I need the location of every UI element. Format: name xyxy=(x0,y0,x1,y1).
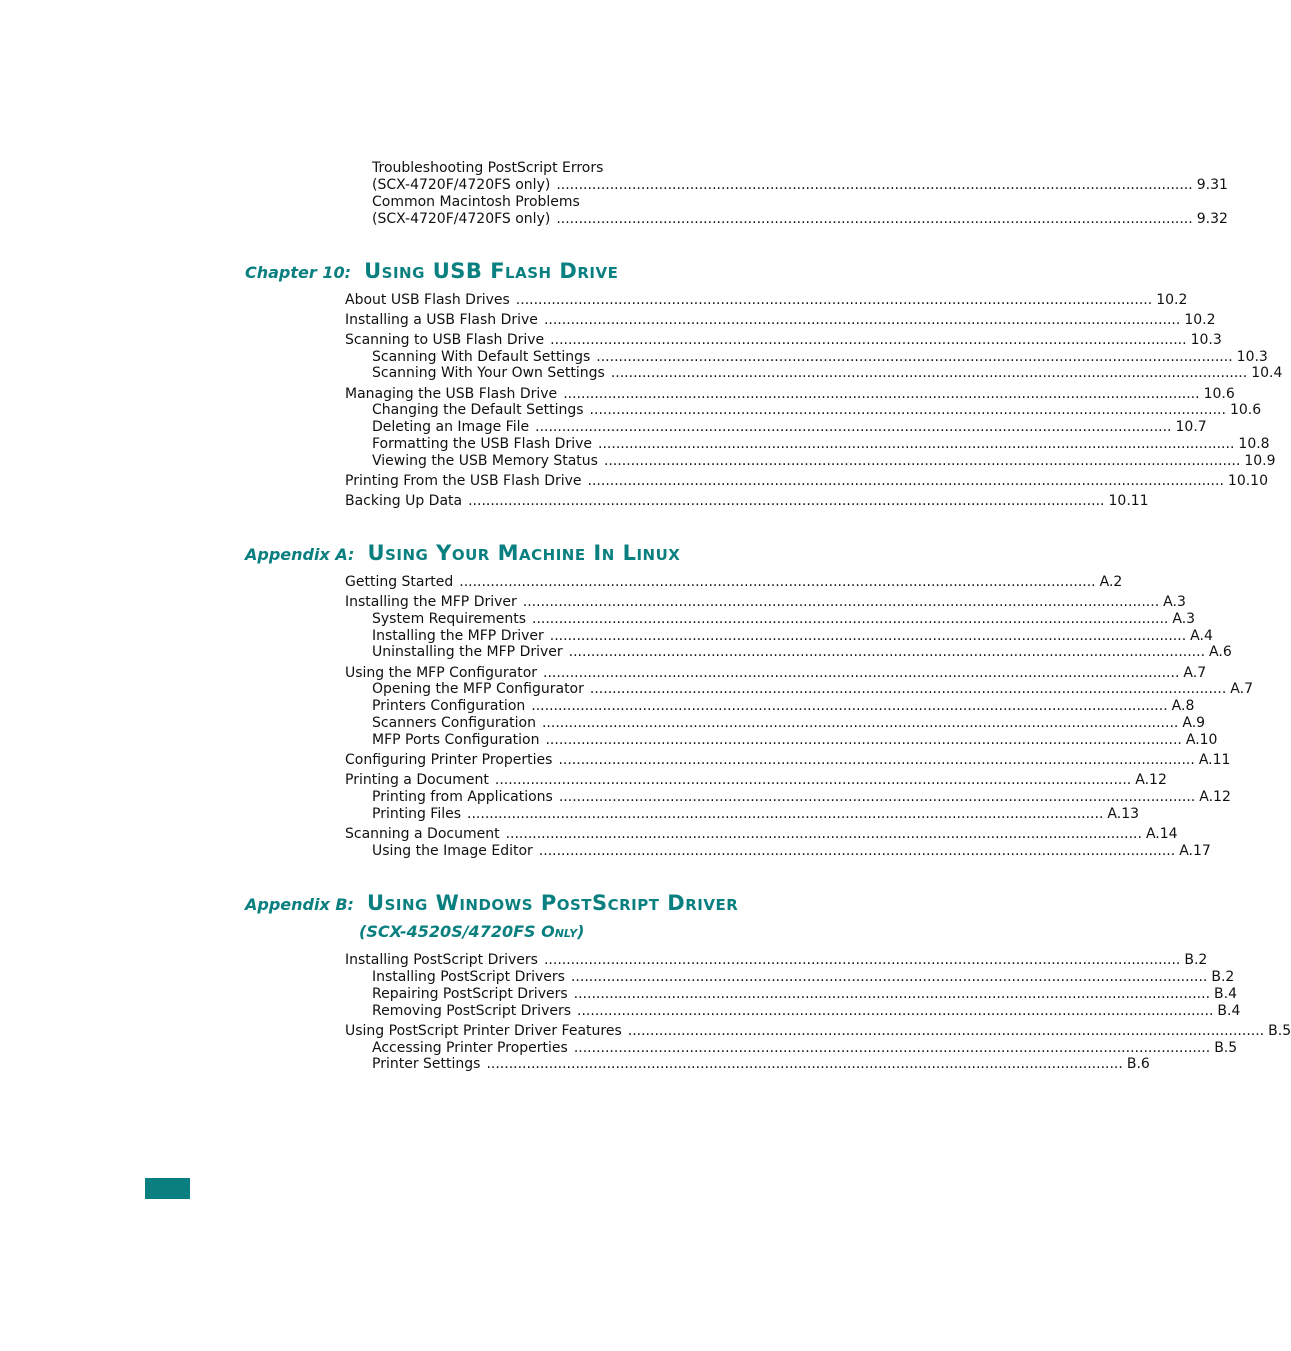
toc-entry[interactable] xyxy=(372,177,1228,194)
toc-entry-page: 10.3 xyxy=(1236,349,1268,365)
toc-entry-page: B.5 xyxy=(1214,1040,1238,1056)
toc-entry-title: Using the Image Editor xyxy=(372,843,533,859)
toc-entry-page: A.3 xyxy=(1163,594,1186,610)
page-tab-marker xyxy=(145,1178,190,1199)
dot-leader: ............................................................................................................................................... xyxy=(545,732,1182,748)
dot-leader: ............................................................................................................................................... xyxy=(598,436,1235,452)
toc-entry-page: A.7 xyxy=(1230,681,1253,697)
toc-entry[interactable] xyxy=(345,752,1231,769)
toc-entry[interactable] xyxy=(372,843,1211,860)
toc-entry-title: Installing PostScript Drivers xyxy=(372,969,565,985)
toc-entry-page: A.2 xyxy=(1099,574,1123,590)
toc-entry[interactable] xyxy=(372,698,1195,715)
toc-entry-page: 10.4 xyxy=(1251,365,1283,381)
toc-entry-title: Printer Settings xyxy=(372,1056,481,1072)
toc-entry-page: 10.6 xyxy=(1229,402,1262,418)
dot-leader: ............................................................................................................................................... xyxy=(558,789,1196,805)
dot-leader: ............................................................................................................................................... xyxy=(531,698,1168,714)
chapter-heading xyxy=(245,258,618,284)
toc-entry[interactable] xyxy=(345,473,1269,490)
dot-leader: ............................................................................................................................................... xyxy=(603,453,1241,469)
toc-entry-title: MFP Ports Configuration xyxy=(372,732,540,748)
toc-entry[interactable] xyxy=(345,1023,1291,1040)
dot-leader: ............................................................................................................................................... xyxy=(573,986,1211,1002)
toc-entry-page: A.14 xyxy=(1145,826,1178,842)
toc-entry-title: (SCX-4720F/4720FS only) xyxy=(372,177,551,193)
toc-entry-title: Scanning a Document xyxy=(345,826,500,842)
toc-entry-title: Scanning With Default Settings xyxy=(372,349,591,365)
toc-entry-page: A.8 xyxy=(1171,698,1195,714)
toc-entry-page: 10.9 xyxy=(1244,453,1276,469)
dot-leader: ............................................................................................................................................... xyxy=(570,969,1208,985)
dot-leader: ............................................................................................................................................... xyxy=(538,843,1176,859)
toc-entry-page: A.7 xyxy=(1183,665,1207,681)
toc-entry[interactable] xyxy=(345,772,1167,789)
toc-entry-page: A.17 xyxy=(1179,843,1211,859)
toc-entry[interactable] xyxy=(372,1003,1241,1020)
toc-entry-page: A.9 xyxy=(1182,715,1206,731)
toc-entry[interactable] xyxy=(372,628,1213,645)
toc-entry[interactable] xyxy=(372,681,1253,698)
toc-entry[interactable] xyxy=(345,332,1222,349)
toc-entry-title: (SCX-4720F/4720FS only) xyxy=(372,211,551,227)
toc-entry-title: Printing From the USB Flash Drive xyxy=(345,473,582,489)
toc-entry-page: A.6 xyxy=(1209,644,1232,660)
toc-entry-title: Removing PostScript Drivers xyxy=(372,1003,572,1019)
dot-leader: ............................................................................................................................................... xyxy=(627,1023,1265,1039)
dot-leader: ............................................................................................................................................... xyxy=(589,402,1226,418)
toc-entry[interactable] xyxy=(372,160,791,177)
toc-entry-title: Scanning to USB Flash Drive xyxy=(345,332,545,348)
toc-entry-page: 10.11 xyxy=(1108,493,1149,509)
toc-entry[interactable] xyxy=(345,594,1186,611)
toc-entry-title: Scanners Configuration xyxy=(372,715,536,731)
toc-entry[interactable] xyxy=(372,986,1238,1003)
toc-entry[interactable] xyxy=(372,365,1283,382)
dot-leader: ............................................................................................................................................... xyxy=(573,1040,1211,1056)
toc-entry[interactable] xyxy=(345,952,1208,969)
toc-entry-page: B.2 xyxy=(1211,969,1235,985)
toc-entry-page: B.4 xyxy=(1214,986,1238,1002)
toc-entry-page: 10.2 xyxy=(1184,312,1216,328)
toc-entry-page: A.3 xyxy=(1172,611,1196,627)
toc-entry-title: Opening the MFP Configurator xyxy=(372,681,584,697)
dot-leader: ............................................................................................................................................... xyxy=(543,312,1181,328)
appendix-title: Using Windows PostScript Driver xyxy=(367,891,739,915)
dot-leader: ............................................................................................................................................... xyxy=(468,493,1105,509)
appendix-title: Using Your Machine In Linux xyxy=(367,541,681,565)
dot-leader: ............................................................................................................................................... xyxy=(587,473,1224,489)
toc-entry[interactable] xyxy=(345,386,1235,403)
toc-entry-title: Configuring Printer Properties xyxy=(345,752,553,768)
toc-entry-page: 10.2 xyxy=(1156,292,1188,308)
toc-entry[interactable] xyxy=(345,826,1178,843)
toc-entry[interactable] xyxy=(372,436,1270,453)
dot-leader: ............................................................................................................................................... xyxy=(558,752,1195,768)
dot-leader: ............................................................................................................................................... xyxy=(522,594,1160,610)
toc-entry[interactable] xyxy=(372,194,791,211)
toc-entry[interactable] xyxy=(345,292,1188,309)
appendix-label: Appendix B: xyxy=(245,895,354,914)
toc-entry-page: A.11 xyxy=(1198,752,1231,768)
toc-entry-title: Viewing the USB Memory Status xyxy=(372,453,598,469)
toc-entry-title: Printing a Document xyxy=(345,772,489,788)
toc-entry-title: Using the MFP Configurator xyxy=(345,665,538,681)
toc-entry[interactable] xyxy=(372,1056,1150,1073)
toc-entry-title: Getting Started xyxy=(345,574,454,590)
toc-entry-title: Troubleshooting PostScript Errors xyxy=(372,160,604,176)
toc-entry-page: A.12 xyxy=(1199,789,1231,805)
dot-leader: ............................................................................................................................................... xyxy=(610,365,1248,381)
toc-entry-title: About USB Flash Drives xyxy=(345,292,510,308)
toc-entry-title: System Requirements xyxy=(372,611,526,627)
dot-leader: ............................................................................................................................................... xyxy=(563,386,1200,402)
dot-leader: ............................................................................................................................................... xyxy=(556,177,1193,193)
toc-entry-page: A.10 xyxy=(1185,732,1218,748)
appendix-a-heading xyxy=(245,540,680,566)
toc-entry-title: Deleting an Image File xyxy=(372,419,530,435)
dot-leader: ............................................................................................................................................... xyxy=(577,1003,1214,1019)
toc-entry[interactable] xyxy=(372,419,1207,436)
toc-entry-title: Repairing PostScript Drivers xyxy=(372,986,568,1002)
toc-entry-title: Using PostScript Printer Driver Features xyxy=(345,1023,622,1039)
dot-leader: ............................................................................................................................................... xyxy=(549,628,1187,644)
toc-entry-page: A.13 xyxy=(1107,806,1140,822)
toc-entry[interactable] xyxy=(372,715,1206,732)
dot-leader: ............................................................................................................................................... xyxy=(550,332,1187,348)
dot-leader: ............................................................................................................................................... xyxy=(494,772,1132,788)
toc-entry-page: B.4 xyxy=(1217,1003,1241,1019)
chapter-label: Chapter 10: xyxy=(245,263,352,282)
toc-entry-title: Changing the Default Settings xyxy=(372,402,584,418)
dot-leader: ............................................................................................................................................... xyxy=(568,644,1206,660)
toc-entry[interactable] xyxy=(345,312,1216,329)
toc-entry-title: Formatting the USB Flash Drive xyxy=(372,436,593,452)
appendix-label: Appendix A: xyxy=(245,545,355,564)
toc-entry-title: Uninstalling the MFP Driver xyxy=(372,644,563,660)
toc-entry-page: B.2 xyxy=(1184,952,1208,968)
toc-entry-title: Installing a USB Flash Drive xyxy=(345,312,538,328)
toc-entry-title: Printing from Applications xyxy=(372,789,553,805)
toc-entry-title: Common Macintosh Problems xyxy=(372,194,580,210)
toc-entry[interactable] xyxy=(372,806,1140,823)
toc-entry-page: B.6 xyxy=(1126,1056,1150,1072)
dot-leader: ............................................................................................................................................... xyxy=(589,681,1227,697)
toc-entry-title: Installing the MFP Driver xyxy=(372,628,544,644)
dot-leader: ............................................................................................................................................... xyxy=(596,349,1233,365)
dot-leader: ............................................................................................................................................... xyxy=(535,419,1172,435)
toc-entry-title: Backing Up Data xyxy=(345,493,463,509)
toc-entry-title: Managing the USB Flash Drive xyxy=(345,386,558,402)
toc-entry-page: 10.10 xyxy=(1227,473,1269,489)
toc-entry[interactable] xyxy=(372,611,1196,628)
appendix-b-heading xyxy=(245,890,738,916)
dot-leader: ............................................................................................................................................... xyxy=(459,574,1096,590)
toc-entry[interactable] xyxy=(345,665,1207,682)
toc-entry-title: Scanning With Your Own Settings xyxy=(372,365,605,381)
dot-leader: ............................................................................................................................................... xyxy=(532,611,1169,627)
toc-entry-page: A.12 xyxy=(1135,772,1167,788)
toc-entry[interactable] xyxy=(372,732,1218,749)
toc-entry-title: Installing the MFP Driver xyxy=(345,594,517,610)
toc-entry[interactable] xyxy=(372,1040,1238,1057)
toc-entry-title: Printing Files xyxy=(372,806,462,822)
dot-leader: ............................................................................................................................................... xyxy=(486,1056,1123,1072)
toc-entry-page: B.5 xyxy=(1268,1023,1291,1039)
toc-entry[interactable] xyxy=(372,402,1262,419)
dot-leader: ............................................................................................................................................... xyxy=(505,826,1142,842)
chapter-title: Using USB Flash Drive xyxy=(364,259,619,283)
appendix-subtitle: (SCX-4520S/4720FS Only) xyxy=(359,922,585,941)
dot-leader: ............................................................................................................................................... xyxy=(515,292,1153,308)
toc-entry-page: 10.8 xyxy=(1238,436,1270,452)
dot-leader: ............................................................................................................................................... xyxy=(543,665,1180,681)
toc-entry[interactable] xyxy=(345,493,1149,510)
toc-entry[interactable] xyxy=(372,453,1276,470)
toc-entry-title: Accessing Printer Properties xyxy=(372,1040,568,1056)
toc-entry[interactable] xyxy=(345,574,1123,591)
dot-leader: ............................................................................................................................................... xyxy=(467,806,1104,822)
dot-leader: ............................................................................................................................................... xyxy=(541,715,1179,731)
toc-entry-page: 9.31 xyxy=(1196,177,1228,193)
dot-leader: ............................................................................................................................................... xyxy=(556,211,1193,227)
toc-entry[interactable] xyxy=(372,211,1228,228)
toc-entry[interactable] xyxy=(372,789,1231,806)
toc-entry-title: Printers Configuration xyxy=(372,698,526,714)
toc-entry-page: 10.7 xyxy=(1175,419,1207,435)
toc-entry-page: 10.3 xyxy=(1190,332,1222,348)
toc-entry[interactable] xyxy=(372,969,1235,986)
toc-entry-title: Installing PostScript Drivers xyxy=(345,952,538,968)
toc-entry[interactable] xyxy=(372,349,1268,366)
toc-entry-page: 10.6 xyxy=(1203,386,1235,402)
toc-entry-page: 9.32 xyxy=(1196,211,1228,227)
toc-entry[interactable] xyxy=(372,644,1232,661)
toc-entry-page: A.4 xyxy=(1190,628,1213,644)
dot-leader: ............................................................................................................................................... xyxy=(543,952,1181,968)
